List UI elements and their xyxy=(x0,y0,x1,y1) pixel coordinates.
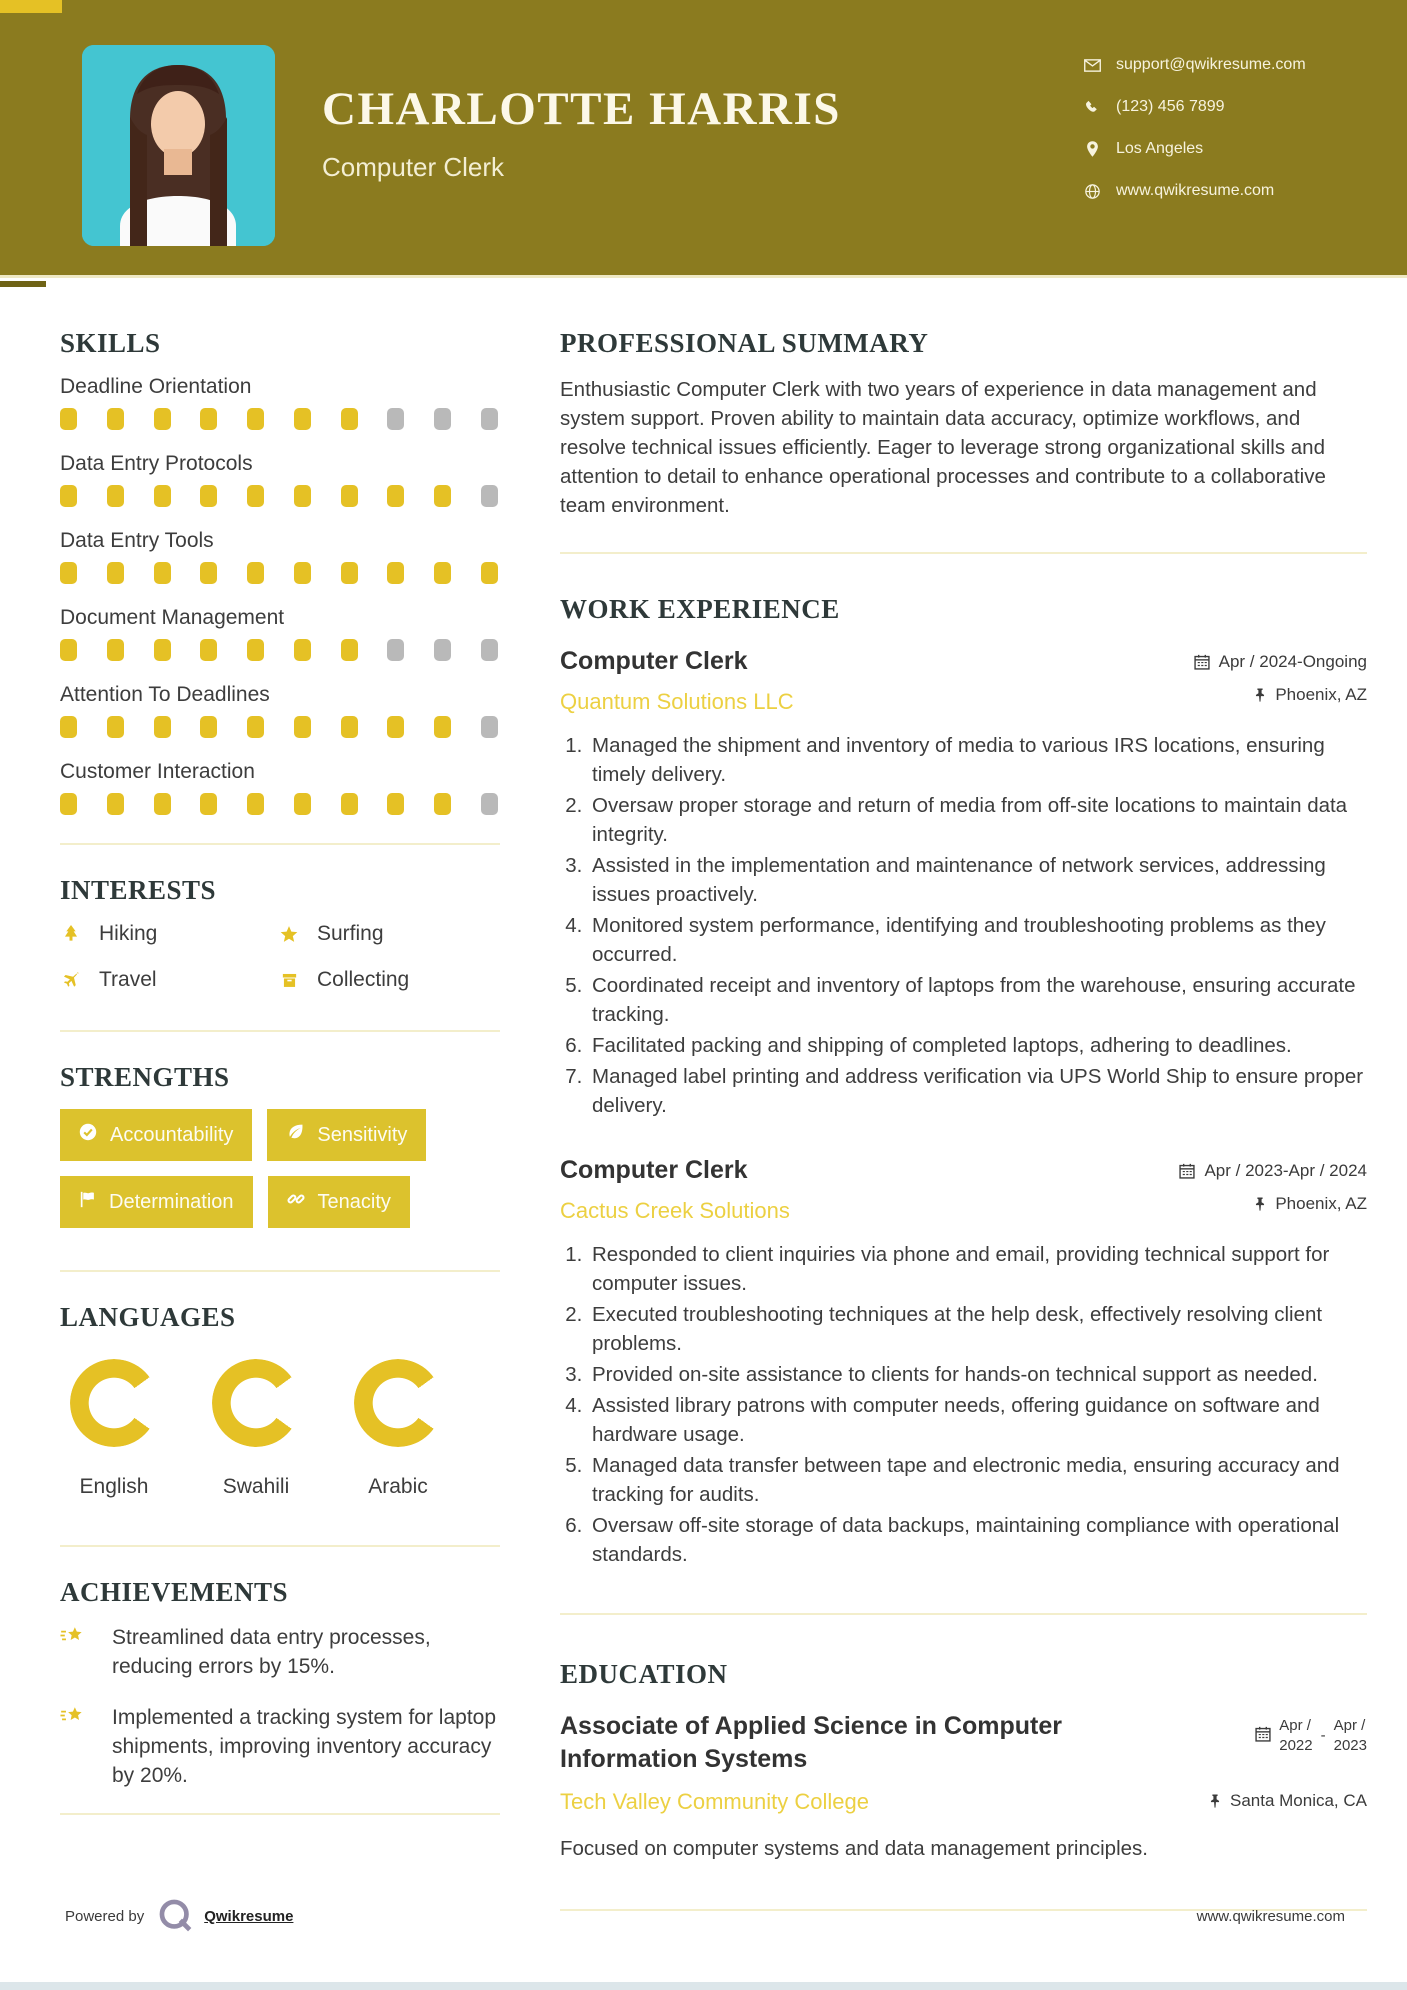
job-entry xyxy=(560,647,1367,1120)
company-name[interactable]: Cactus Creek Solutions xyxy=(560,1198,790,1223)
skill-item xyxy=(60,529,500,584)
skill-rating xyxy=(60,639,498,661)
sidebar xyxy=(60,328,500,1951)
skill-dot-filled xyxy=(294,485,311,507)
skill-label: Attention To Deadlines xyxy=(60,683,270,706)
skill-dot-filled xyxy=(434,485,451,507)
skill-dot-filled xyxy=(107,639,124,661)
contact-row[interactable] xyxy=(1083,182,1306,200)
job-bullet: 2. Executed troubleshooting techniques at the help desk, effectively resolving client problems. xyxy=(588,1300,1367,1358)
job-location xyxy=(1254,685,1367,705)
achievements-list xyxy=(60,1624,500,1791)
skill-dot-filled xyxy=(341,485,358,507)
skill-dot-empty xyxy=(434,639,451,661)
skills-section xyxy=(60,328,500,815)
pin-icon xyxy=(1254,1197,1266,1212)
contact-row[interactable] xyxy=(1083,98,1306,116)
strength-label: Tenacity xyxy=(317,1190,391,1213)
skill-dot-filled xyxy=(154,408,171,430)
skill-dot-filled xyxy=(154,639,171,661)
summary-text: Enthusiastic Computer Clerk with two years of experience in data management and system support. Proven ability to maintain data accuracy, optimize workflows, and resolve technical issues efficiently. Eager to leverage strong organizational skills and attention to detail to enhance operational processes and contribute to a collaborative team environment. xyxy=(560,378,1326,517)
skill-dot-filled xyxy=(60,639,77,661)
skill-dot-filled xyxy=(200,408,217,430)
degree-title: Associate of Applied Science in Computer Information Systems xyxy=(560,1712,1062,1773)
skill-dot-empty xyxy=(387,639,404,661)
job-dates xyxy=(1179,1161,1367,1181)
language-item xyxy=(212,1359,300,1499)
summary-heading: PROFESSIONAL SUMMARY xyxy=(560,328,929,358)
skill-dot-filled xyxy=(60,408,77,430)
skill-label: Data Entry Tools xyxy=(60,529,214,552)
skill-dot-filled xyxy=(107,562,124,584)
qwikresume-logo-icon xyxy=(158,1898,194,1934)
interest-label: Collecting xyxy=(317,968,410,991)
skill-item xyxy=(60,375,500,430)
skill-dot-filled xyxy=(154,716,171,738)
skill-label: Deadline Orientation xyxy=(60,375,252,398)
language-level-arc xyxy=(212,1359,300,1447)
skills-heading: SKILLS xyxy=(60,328,161,358)
skill-dot-filled xyxy=(434,793,451,815)
skill-dot-filled xyxy=(107,793,124,815)
skill-dot-empty xyxy=(481,408,498,430)
skill-dot-filled xyxy=(107,408,124,430)
strengths-section xyxy=(60,1062,500,1228)
skill-dot-empty xyxy=(434,408,451,430)
skill-dot-filled xyxy=(60,562,77,584)
skill-dot-empty xyxy=(481,793,498,815)
job-header xyxy=(560,1156,1367,1224)
divider xyxy=(60,1270,500,1272)
school-name: Tech Valley Community College xyxy=(560,1789,869,1814)
job-header-left xyxy=(560,647,794,715)
interest-label: Travel xyxy=(99,968,157,991)
header-accent-notch xyxy=(0,281,46,287)
job-bullet: 7. Managed label printing and address verification via UPS World Ship to ensure proper delivery. xyxy=(588,1062,1367,1120)
divider xyxy=(560,552,1367,554)
header xyxy=(0,0,1407,278)
flag-icon xyxy=(79,1191,96,1214)
job-title: Computer Clerk xyxy=(560,1156,748,1184)
skills-list xyxy=(60,375,500,815)
job-bullet: 6. Facilitated packing and shipping of completed laptops, adhering to deadlines. xyxy=(588,1031,1367,1060)
contact-text: www.qwikresume.com xyxy=(1116,182,1275,199)
job-dates-text: Apr / 2023-Apr / 2024 xyxy=(1204,1161,1367,1180)
skill-dot-filled xyxy=(387,793,404,815)
footer-website-link[interactable]: www.qwikresume.com xyxy=(1196,1907,1345,1925)
company-name[interactable]: Quantum Solutions LLC xyxy=(560,689,794,714)
star-icon xyxy=(278,926,300,943)
skill-dot-filled xyxy=(247,793,264,815)
interests-heading: INTERESTS xyxy=(60,875,217,905)
identity-block xyxy=(322,82,841,183)
phone-icon xyxy=(1083,100,1101,115)
language-level-arc xyxy=(354,1359,442,1447)
skill-item xyxy=(60,683,500,738)
interest-label: Surfing xyxy=(317,922,384,945)
job-entry xyxy=(560,1156,1367,1569)
education-location: Santa Monica, CA xyxy=(1209,1781,1367,1811)
contact-text: Los Angeles xyxy=(1116,140,1204,157)
achievement-item xyxy=(60,1704,500,1791)
contact-row[interactable] xyxy=(1083,140,1306,158)
interest-item xyxy=(278,968,500,992)
skill-dot-filled xyxy=(247,485,264,507)
tree-icon xyxy=(60,925,82,943)
leaf-icon xyxy=(286,1123,304,1147)
skill-dot-filled xyxy=(294,716,311,738)
skill-rating xyxy=(60,793,498,815)
skill-label: Document Management xyxy=(60,606,285,629)
education-dates xyxy=(1255,1710,1367,1755)
contact-list xyxy=(1083,56,1306,200)
skill-rating xyxy=(60,485,498,507)
skill-rating xyxy=(60,716,498,738)
skill-dot-filled xyxy=(60,793,77,815)
calendar-icon xyxy=(1194,654,1210,670)
job-bullet-list xyxy=(560,731,1367,1120)
main-column xyxy=(560,328,1367,1951)
languages-heading: LANGUAGES xyxy=(60,1302,236,1332)
job-bullet: 5. Managed data transfer between tape and electronic media, ensuring accuracy and tracking for audits. xyxy=(588,1451,1367,1509)
footer xyxy=(65,1898,1345,1934)
education-heading: EDUCATION xyxy=(560,1659,728,1689)
skill-dot-filled xyxy=(200,562,217,584)
skill-dot-filled xyxy=(341,408,358,430)
job-bullet: 6. Oversaw off-site storage of data backups, maintaining compliance with operational standards. xyxy=(588,1511,1367,1569)
job-dates xyxy=(1194,652,1367,672)
achievement-text: Streamlined data entry processes, reducing errors by 15%. xyxy=(112,1626,431,1678)
skill-dot-filled xyxy=(107,716,124,738)
skill-dot-filled xyxy=(200,716,217,738)
skill-dot-empty xyxy=(387,408,404,430)
experience-heading: WORK EXPERIENCE xyxy=(560,594,840,624)
skill-dot-filled xyxy=(294,562,311,584)
achievement-item xyxy=(60,1624,500,1682)
skill-label: Data Entry Protocols xyxy=(60,452,253,475)
strength-label: Accountability xyxy=(110,1123,234,1146)
skill-dot-filled xyxy=(154,793,171,815)
job-bullet: 5. Coordinated receipt and inventory of laptops from the warehouse, ensuring accurate tracking. xyxy=(588,971,1367,1029)
education-date-separator: - xyxy=(1320,1727,1326,1744)
box-icon xyxy=(278,973,300,988)
skill-dot-filled xyxy=(434,562,451,584)
skill-dot-empty xyxy=(481,716,498,738)
email-icon xyxy=(1083,59,1101,72)
skill-dot-filled xyxy=(247,562,264,584)
achievements-section xyxy=(60,1577,500,1791)
achievements-heading: ACHIEVEMENTS xyxy=(60,1577,289,1607)
interests-list xyxy=(60,922,500,992)
skill-dot-filled xyxy=(341,716,358,738)
powered-by-label: Powered by xyxy=(65,1907,145,1925)
summary-section xyxy=(560,328,1367,520)
skill-dot-filled xyxy=(434,716,451,738)
job-bullet: 4. Assisted library patrons with computer needs, offering guidance on software and hardware usage. xyxy=(588,1391,1367,1449)
job-header-left xyxy=(560,1156,790,1224)
skill-dot-filled xyxy=(387,485,404,507)
skill-dot-empty xyxy=(481,485,498,507)
plane-icon xyxy=(60,972,82,989)
languages-section xyxy=(60,1302,500,1499)
skill-dot-filled xyxy=(387,562,404,584)
experience-section xyxy=(560,594,1367,1569)
skill-dot-filled xyxy=(294,793,311,815)
divider xyxy=(60,1030,500,1032)
education-start-month: Apr / xyxy=(1279,1717,1311,1734)
interest-item xyxy=(60,922,278,946)
strengths-heading: STRENGTHS xyxy=(60,1062,230,1092)
calendar-icon xyxy=(1179,1163,1195,1179)
portrait-illustration xyxy=(82,45,275,246)
strength-badge xyxy=(268,1176,410,1228)
person-name: CHARLOTTE HARRIS xyxy=(322,83,841,135)
calendar-icon xyxy=(1255,1726,1271,1746)
skill-rating xyxy=(60,408,498,430)
job-header xyxy=(560,647,1367,715)
job-dates-text: Apr / 2024-Ongoing xyxy=(1218,652,1367,671)
skill-dot-filled xyxy=(107,485,124,507)
strengths-list xyxy=(60,1109,500,1228)
interest-item xyxy=(278,922,500,946)
languages-list xyxy=(70,1359,500,1499)
skill-dot-empty xyxy=(481,639,498,661)
education-section xyxy=(560,1659,1367,1861)
divider xyxy=(60,1545,500,1547)
skill-dot-filled xyxy=(200,485,217,507)
education-description: Focused on computer systems and data management principles. xyxy=(560,1837,1148,1860)
job-bullet: 3. Assisted in the implementation and maintenance of network services, addressing issues proactively. xyxy=(588,851,1367,909)
strength-label: Determination xyxy=(109,1190,234,1213)
job-bullet: 2. Oversaw proper storage and return of media from off-site locations to maintain data integrity. xyxy=(588,791,1367,849)
skill-dot-filled xyxy=(341,639,358,661)
location-icon xyxy=(1083,141,1101,157)
skill-dot-filled xyxy=(247,408,264,430)
language-label: Arabic xyxy=(368,1475,428,1498)
interests-section xyxy=(60,875,500,992)
contact-row[interactable] xyxy=(1083,56,1306,74)
skill-dot-filled xyxy=(60,485,77,507)
strength-badge xyxy=(60,1109,252,1161)
skill-dot-filled xyxy=(154,485,171,507)
job-bullet: 1. Managed the shipment and inventory of media to various IRS locations, ensuring timely delivery. xyxy=(588,731,1367,789)
bottom-accent-strip xyxy=(0,1982,1407,1990)
interest-item xyxy=(60,968,278,992)
language-item xyxy=(70,1359,158,1499)
divider xyxy=(560,1613,1367,1615)
skill-dot-filled xyxy=(200,639,217,661)
contact-text: (123) 456 7899 xyxy=(1116,98,1225,115)
pin-icon xyxy=(1254,688,1266,703)
skill-rating xyxy=(60,562,498,584)
strength-badge xyxy=(267,1109,426,1161)
job-meta xyxy=(1179,1156,1367,1214)
skill-item xyxy=(60,452,500,507)
skill-dot-filled xyxy=(387,716,404,738)
globe-icon xyxy=(1083,184,1101,199)
education-header xyxy=(560,1710,1367,1775)
job-bullet: 1. Responded to client inquiries via phone and email, providing technical support for computer issues. xyxy=(588,1240,1367,1298)
contact-text: support@qwikresume.com xyxy=(1116,56,1306,73)
education-end-year: 2023 xyxy=(1333,1736,1367,1754)
job-meta xyxy=(1194,647,1367,705)
skill-dot-filled xyxy=(60,716,77,738)
strength-badge xyxy=(60,1176,253,1228)
shooting-star-icon xyxy=(60,1625,96,1682)
skill-dot-filled xyxy=(294,408,311,430)
language-label: Swahili xyxy=(222,1475,290,1498)
language-label: English xyxy=(79,1475,149,1498)
divider xyxy=(60,1813,500,1815)
education-start-year: 2022 xyxy=(1279,1736,1313,1754)
job-bullet: 4. Monitored system performance, identifying and troubleshooting problems as they occurred. xyxy=(588,911,1367,969)
skill-dot-filled xyxy=(200,793,217,815)
skill-item xyxy=(60,606,500,661)
shooting-star-icon xyxy=(60,1705,96,1791)
corner-accent-tab xyxy=(0,0,62,13)
job-bullet-list xyxy=(560,1240,1367,1569)
content-columns xyxy=(0,278,1407,1951)
person-job-title: Computer Clerk xyxy=(322,152,505,182)
job-location-text: Phoenix, AZ xyxy=(1275,685,1367,704)
job-title: Computer Clerk xyxy=(560,647,748,675)
job-location-text: Phoenix, AZ xyxy=(1275,1194,1367,1213)
skill-dot-filled xyxy=(481,562,498,584)
interest-label: Hiking xyxy=(99,922,158,945)
jobs-list xyxy=(560,647,1367,1569)
education-end-month: Apr / xyxy=(1333,1717,1366,1734)
language-level-arc xyxy=(70,1359,158,1447)
skill-dot-filled xyxy=(247,639,264,661)
job-location xyxy=(1254,1194,1367,1214)
pin-icon xyxy=(1209,1794,1221,1809)
skill-item xyxy=(60,760,500,815)
skill-label: Customer Interaction xyxy=(60,760,255,783)
profile-photo xyxy=(82,45,275,246)
link-icon xyxy=(287,1190,305,1214)
skill-dot-filled xyxy=(341,562,358,584)
skill-dot-filled xyxy=(154,562,171,584)
skill-dot-filled xyxy=(247,716,264,738)
skill-dot-filled xyxy=(341,793,358,815)
divider xyxy=(60,843,500,845)
achievement-text: Implemented a tracking system for laptop shipments, improving inventory accuracy by 20%. xyxy=(112,1705,497,1787)
strength-label: Sensitivity xyxy=(317,1123,408,1146)
language-item xyxy=(354,1359,442,1499)
qwikresume-brand-link[interactable]: Qwikresume xyxy=(204,1907,294,1925)
job-bullet: 3. Provided on-site assistance to clients for hands-on technical support as needed. xyxy=(588,1360,1367,1389)
check-circle-icon xyxy=(79,1123,97,1147)
skill-dot-filled xyxy=(294,639,311,661)
